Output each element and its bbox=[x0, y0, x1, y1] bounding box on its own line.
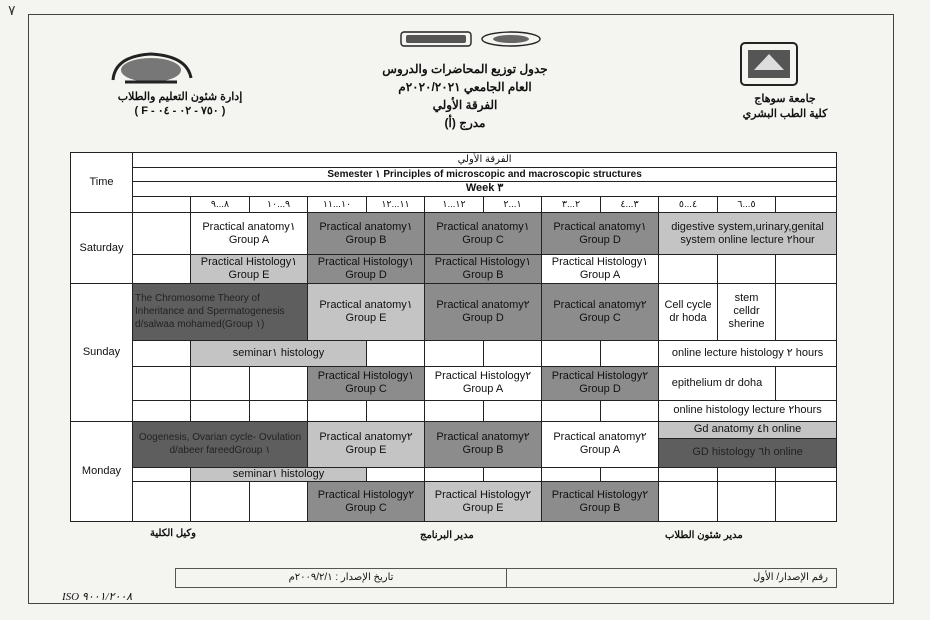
session-cell: Practical anatomy٢ Group E bbox=[308, 421, 425, 467]
student-affairs-logo-icon bbox=[105, 48, 197, 88]
table-row bbox=[71, 340, 837, 366]
level-title: الفرقة الأولي bbox=[432, 98, 498, 112]
session-cell: Practical anatomy٢ Group B bbox=[425, 421, 542, 467]
day-saturday: Saturday bbox=[71, 213, 133, 284]
iso-label: ISO ٩٠٠١/٢٠٠٨ bbox=[62, 591, 133, 603]
issue-number: رقم الإصدار/ الأول bbox=[752, 572, 828, 583]
faculty-name: كلية الطب البشري bbox=[742, 108, 828, 120]
session-cell: Practical anatomy٢ Group A bbox=[542, 421, 659, 467]
session-cell: Practical anatomy٢ Group C bbox=[542, 284, 659, 340]
time-slot: ٤...٥ bbox=[659, 196, 718, 213]
session-cell: Practical Histology٢ Group B bbox=[542, 482, 659, 522]
session-cell: Practical Histology١ Group E bbox=[191, 255, 308, 284]
session-cell: The Chromosome Theory of Inheritance and Spermatogenesis d/salwaa mohamed(Group ١) bbox=[133, 284, 308, 340]
session-cell: seminar١ histology bbox=[191, 467, 367, 482]
university-name: جامعة سوهاج bbox=[754, 93, 816, 105]
header-left bbox=[70, 90, 290, 118]
session-cell: Practical anatomy١ Group B bbox=[308, 213, 425, 255]
corner-mark: ٧ bbox=[8, 2, 16, 18]
table-row bbox=[71, 366, 837, 400]
quality-logo-icon bbox=[400, 31, 472, 47]
session-cell: Practical Histology١ Group A bbox=[542, 255, 659, 284]
session-cell: seminar١ histology bbox=[191, 340, 367, 366]
day-sunday: Sunday bbox=[71, 284, 133, 422]
session-cell: epithelium dr doha bbox=[659, 366, 776, 400]
level-label: الفرقة الأولي bbox=[133, 153, 837, 168]
signature-dean-deputy: وكيل الكلية bbox=[150, 528, 196, 539]
hall-name: مدرج (أ) bbox=[444, 116, 486, 130]
table-row bbox=[71, 255, 837, 284]
table-row bbox=[71, 284, 837, 340]
signature-program-director: مدير البرنامج bbox=[420, 530, 474, 541]
session-cell: Practical Histology٢ Group D bbox=[542, 366, 659, 400]
academic-year: العام الجامعي ٢٠٢٠/٢٠٢١م bbox=[398, 80, 532, 94]
session-cell: Practical Histology١ Group C bbox=[308, 366, 425, 400]
session-cell: GD histology ٦h online bbox=[659, 438, 837, 467]
department-name: إدارة شئون التعليم والطلاب bbox=[117, 91, 243, 103]
session-cell: Practical anatomy١ Group D bbox=[542, 213, 659, 255]
university-seal-icon bbox=[738, 40, 800, 88]
table-row bbox=[71, 400, 837, 421]
session-cell: online lecture histology ٢ hours bbox=[659, 340, 837, 366]
issue-date: تاريخ الإصدار : ٢٠٠٩/٢/١م bbox=[176, 569, 507, 587]
week-label: Week ٣ bbox=[133, 182, 837, 197]
session-cell: Practical Histology٢ Group A bbox=[425, 366, 542, 400]
time-slot: ٣...٤ bbox=[601, 196, 659, 213]
time-slot: ٥...٦ bbox=[718, 196, 776, 213]
time-slot: ١١...١٢ bbox=[367, 196, 425, 213]
table-row bbox=[71, 213, 837, 255]
session-cell: Practical anatomy١ Group C bbox=[425, 213, 542, 255]
issue-box bbox=[175, 568, 837, 588]
session-cell: stem celldr sherine bbox=[718, 284, 776, 340]
session-cell: Practical anatomy٢ Group D bbox=[425, 284, 542, 340]
signature-student-affairs: مدير شئون الطلاب bbox=[665, 530, 743, 541]
table-row bbox=[71, 421, 837, 438]
time-header: Time bbox=[71, 153, 133, 213]
session-cell: Oogenesis, Ovarian cycle- Ovulation d/abeer fareedGroup ١ bbox=[133, 421, 308, 467]
session-cell: Practical Histology١ Group D bbox=[308, 255, 425, 284]
time-slots-row bbox=[71, 196, 837, 213]
table-row bbox=[71, 482, 837, 522]
session-cell: Practical anatomy١ Group E bbox=[308, 284, 425, 340]
semester-title: Semester ١ Principles of microscopic and macroscopic structures bbox=[133, 167, 837, 182]
header-center bbox=[330, 60, 600, 132]
session-cell: Practical Histology٢ Group E bbox=[425, 482, 542, 522]
session-cell: Cell cycle dr hoda bbox=[659, 284, 718, 340]
session-cell: online histology lecture ٢hours bbox=[659, 400, 837, 421]
session-cell: Practical anatomy١ Group A bbox=[191, 213, 308, 255]
day-monday: Monday bbox=[71, 421, 133, 521]
schedule-title: جدول توزيع المحاضرات والدروس bbox=[382, 62, 548, 76]
time-slot: ١٢...١ bbox=[425, 196, 484, 213]
form-code: ( F - ٧٥٠ - ٠٢ - ٠٤ ) bbox=[134, 105, 226, 117]
time-slot: ٨...٩ bbox=[191, 196, 250, 213]
schedule-table bbox=[70, 152, 837, 522]
session-cell: Practical Histology١ Group B bbox=[425, 255, 542, 284]
session-cell: Practical Histology٢ Group C bbox=[308, 482, 425, 522]
header-right bbox=[700, 92, 870, 122]
session-cell: digestive system,urinary,genital system online lecture ٢hour bbox=[659, 213, 837, 255]
time-slot: ٢...٣ bbox=[542, 196, 601, 213]
table-row bbox=[71, 467, 837, 482]
time-slot: ١٠...١١ bbox=[308, 196, 367, 213]
time-slot: ٩...١٠ bbox=[250, 196, 308, 213]
time-slot: ١...٢ bbox=[484, 196, 542, 213]
session-cell: Gd anatomy ٤h online bbox=[659, 421, 837, 438]
accreditation-logo-icon bbox=[480, 31, 542, 47]
